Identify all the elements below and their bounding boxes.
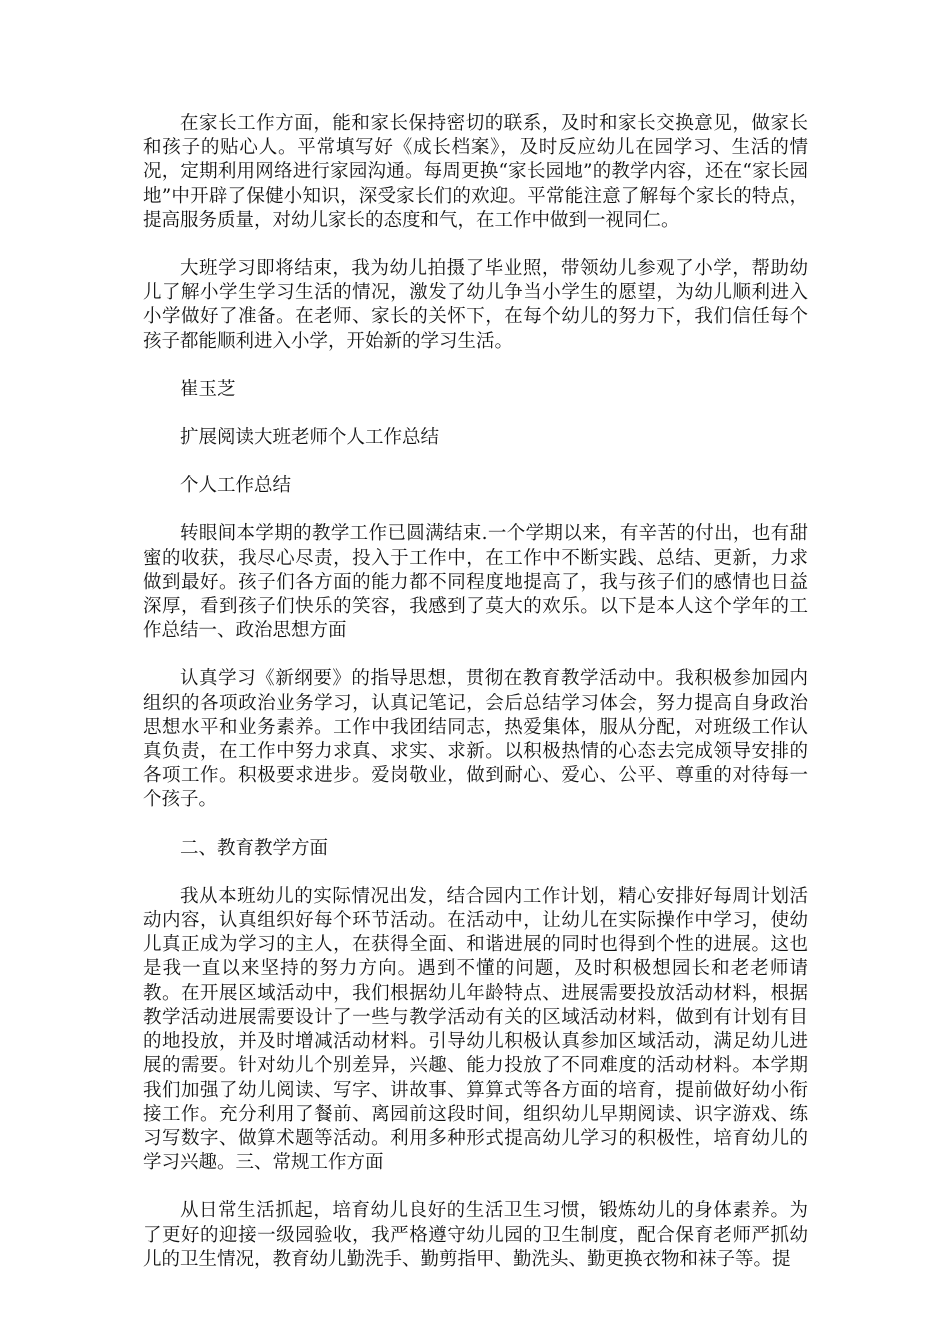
extended-reading-title: 扩展阅读大班老师个人工作总结: [180, 427, 440, 449]
paragraph-daily-routine: 从日常生活抓起，培育幼儿良好的生活卫生习惯，锻炼幼儿的身体素养。为了更好的迎接一级园验收，我严格遵守幼儿园的卫生制度，配合保育老师严抓幼儿的卫生情况，教育幼儿勤洗手、勤剪指甲、勤洗头、勤更换衣物和袜子等。提: [143, 1200, 808, 1270]
paragraph-political-study: 认真学习《新纲要》的指导思想，贯彻在教育教学活动中。我积极参加园内组织的各项政治业务学习，认真记笔记，会后总结学习体会，努力提高自身政治思想水平和业务素养。工作中我团结同志，热爱集体，服从分配，对班级工作认真负责，在工作中努力求真、求实、求新。以积极热情的心态去完成领导安排的各项工作。积极要求进步。爱岗敬业，做到耐心、爱心、公平、尊重的对待每一个孩子。: [143, 668, 808, 811]
author-name: 崔玉芝: [180, 378, 236, 400]
paragraph-graduation: 大班学习即将结束，我为幼儿拍摄了毕业照，带领幼儿参观了小学，帮助幼儿了解小学生学习生活的情况，激发了幼儿争当小学生的愿望，为幼儿顺利进入小学做好了准备。在老师、家长的关怀下，在每个幼儿的努力下，我们信任每个孩子都能顺利进入小学，开始新的学习生活。: [143, 258, 808, 352]
section-heading-teaching: 二、教育教学方面: [180, 837, 329, 859]
paragraph-teaching: 我从本班幼儿的实际情况出发，结合园内工作计划，精心安排好每周计划活动内容，认真组织好每个环节活动。在活动中，让幼儿在实际操作中学习，使幼儿真正成为学习的主人，在获得全面、和谐进展的同时也得到个性的进展。这也是我一直以来坚持的努力方向。遇到不懂的问题，及时积极想园长和老老师请教。在开展区域活动中，我们根据幼儿年龄特点、进展需要投放活动材料，根据教学活动进展需要设计了一些与教学活动有关的区域活动材料，做到有计划有目的地投放，并及时增减活动材料。引导幼儿积极认真参加区域活动，满足幼儿进展的需要。针对幼儿个别差异，兴趣、能力投放了不同难度的活动材料。本学期我们加强了幼儿阅读、写字、讲故事、算算式等各方面的培育，提前做好幼小衔接工作。充分利用了餐前、离园前这段时间，组织幼儿早期阅读、识字游戏、练习写数字、做算术题等活动。利用多种形式提高幼儿学习的积极性，培育幼儿的学习兴趣。三、常规工作方面: [143, 885, 808, 1174]
section-title: 个人工作总结: [180, 475, 292, 497]
paragraph-parent-work: 在家长工作方面，能和家长保持密切的联系，及时和家长交换意见，做家长和孩子的贴心人。平常填写好《成长档案》，及时反应幼儿在园学习、生活的情况，定期利用网络进行家园沟通。每周更换“家长园地”的教学内容，还在“家长园地”中开辟了保健小知识，深受家长们的欢迎。平常能注意了解每个家长的特点，提高服务质量，对幼儿家长的态度和气，在工作中做到一视同仁。: [143, 113, 808, 231]
document-body: [143, 112, 808, 1296]
paragraph-semester-summary: 转眼间本学期的教学工作已圆满结束.一个学期以来，有辛苦的付出，也有甜蜜的收获，我尽心尽责，投入于工作中，在工作中不断实践、总结、更新，力求做到最好。孩子们各方面的能力都不同程度地提高了，我与孩子们的感情也日益深厚，看到孩子们快乐的笑容，我感到了莫大的欢乐。以下是本人这个学年的工作总结一、政治思想方面: [143, 523, 808, 642]
